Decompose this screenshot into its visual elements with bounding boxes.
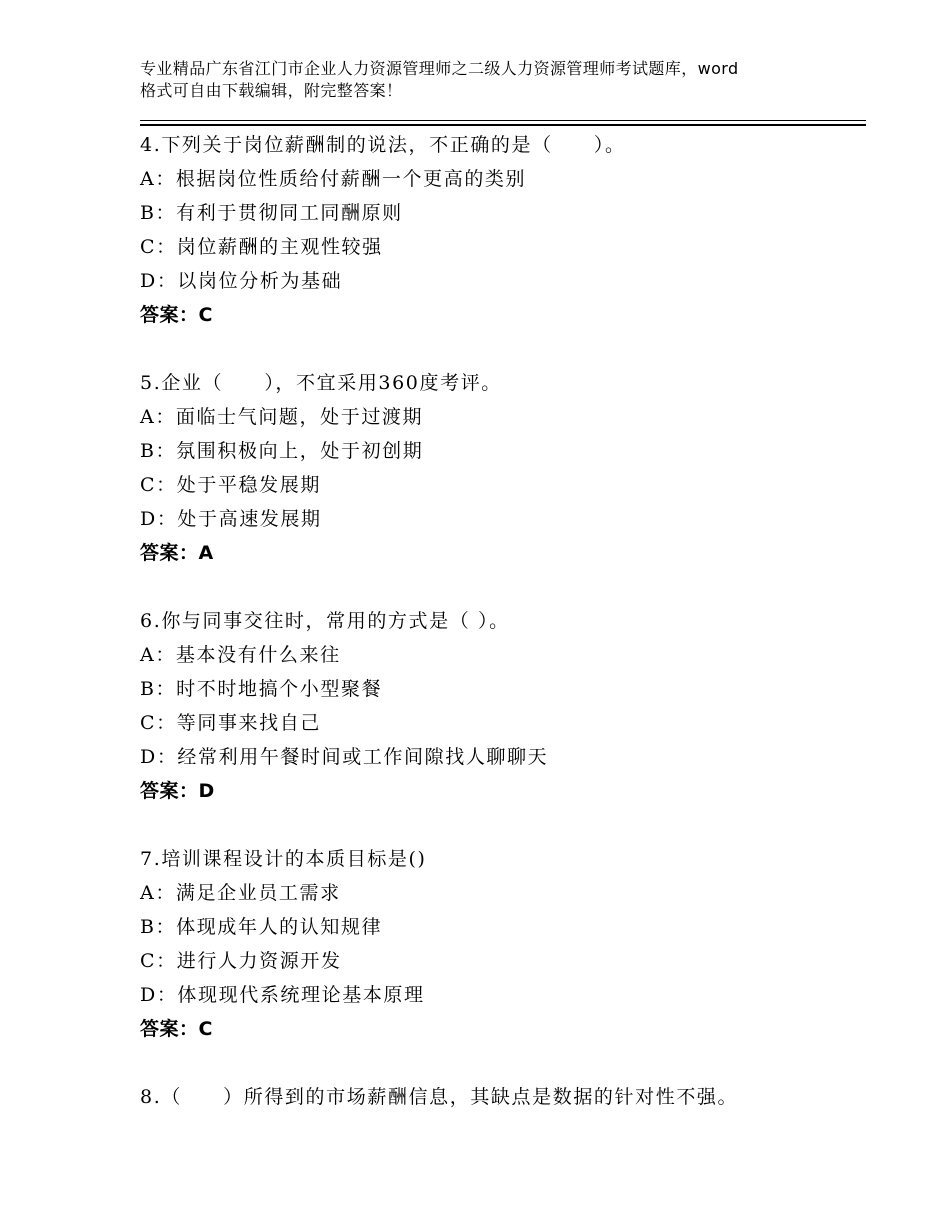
question-6 bbox=[140, 604, 860, 808]
question-8 bbox=[140, 1080, 860, 1114]
option-a: A：满足企业员工需求 bbox=[140, 882, 341, 904]
option-b: B：有利于贯彻同工同酬原则 bbox=[140, 202, 403, 224]
question-4 bbox=[140, 128, 860, 332]
answer-line: 答案：C bbox=[140, 1018, 213, 1040]
option-a: A：基本没有什么来往 bbox=[140, 644, 341, 666]
question-stem: 4.下列关于岗位薪酬制的说法，不正确的是（ ）。 bbox=[140, 134, 626, 156]
option-a: A：面临士气问题，处于过渡期 bbox=[140, 406, 424, 428]
option-b: B：体现成年人的认知规律 bbox=[140, 916, 383, 938]
header-line-1: 专业精品广东省江门市企业人力资源管理师之二级人力资源管理师考试题库，word bbox=[140, 59, 739, 78]
question-stem: 6.你与同事交往时，常用的方式是（ ）。 bbox=[140, 610, 510, 632]
option-b: B：时不时地搞个小型聚餐 bbox=[140, 678, 383, 700]
question-stem: 5.企业（ ），不宜采用360度考评。 bbox=[140, 372, 502, 394]
option-c: C：处于平稳发展期 bbox=[140, 474, 321, 496]
document-header bbox=[140, 58, 830, 102]
header-divider bbox=[140, 120, 866, 126]
option-d: D：经常利用午餐时间或工作间隙找人聊聊天 bbox=[140, 746, 549, 768]
option-c: C：岗位薪酬的主观性较强 bbox=[140, 236, 383, 258]
question-stem: 7.培训课程设计的本质目标是() bbox=[140, 848, 427, 870]
option-b: B：氛围积极向上，处于初创期 bbox=[140, 440, 424, 462]
answer-line: 答案：A bbox=[140, 542, 214, 564]
option-d: D：以岗位分析为基础 bbox=[140, 270, 343, 292]
option-d: D：体现现代系统理论基本原理 bbox=[140, 984, 425, 1006]
question-7 bbox=[140, 842, 860, 1046]
option-c: C：等同事来找自己 bbox=[140, 712, 321, 734]
header-line-2: 格式可自由下载编辑，附完整答案！ bbox=[140, 81, 403, 100]
answer-line: 答案：C bbox=[140, 304, 213, 326]
answer-line: 答案：D bbox=[140, 780, 215, 802]
option-c: C：进行人力资源开发 bbox=[140, 950, 342, 972]
question-5 bbox=[140, 366, 860, 570]
option-d: D：处于高速发展期 bbox=[140, 508, 322, 530]
question-list bbox=[140, 128, 860, 1148]
option-a: A：根据岗位性质给付薪酬一个更高的类别 bbox=[140, 168, 527, 190]
question-stem: 8.（ ）所得到的市场薪酬信息，其缺点是数据的针对性不强。 bbox=[140, 1086, 739, 1108]
